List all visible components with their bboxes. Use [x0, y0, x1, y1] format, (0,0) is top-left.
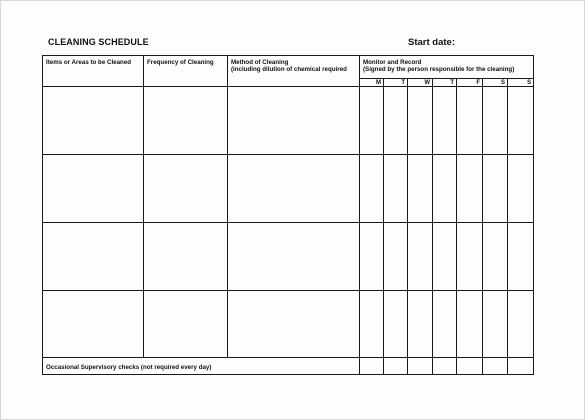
day-header-monday: M	[360, 78, 384, 86]
day-cell[interactable]	[433, 222, 457, 290]
method-cell[interactable]	[228, 86, 360, 154]
day-cell[interactable]	[360, 86, 384, 154]
day-cell[interactable]	[508, 222, 534, 290]
day-cell[interactable]	[457, 290, 483, 358]
header-row	[43, 56, 534, 79]
day-cell[interactable]	[384, 222, 408, 290]
day-cell[interactable]	[457, 358, 483, 375]
day-cell[interactable]	[408, 154, 433, 222]
day-header-sunday: S	[508, 78, 534, 86]
day-cell[interactable]	[457, 222, 483, 290]
day-cell[interactable]	[360, 154, 384, 222]
frequency-cell[interactable]	[144, 86, 228, 154]
table-row	[43, 154, 534, 222]
day-header-thursday: T	[433, 78, 457, 86]
cleaning-schedule-table	[42, 55, 534, 375]
day-cell[interactable]	[384, 358, 408, 375]
method-cell[interactable]	[228, 222, 360, 290]
item-cell[interactable]	[43, 222, 144, 290]
day-header-friday: F	[457, 78, 483, 86]
day-cell[interactable]	[433, 86, 457, 154]
day-cell[interactable]	[508, 86, 534, 154]
method-column-header: Method of Cleaning (including dilution of chemical required	[228, 56, 360, 87]
day-cell[interactable]	[408, 290, 433, 358]
supervisory-row	[43, 358, 534, 375]
day-cell[interactable]	[508, 358, 534, 375]
frequency-cell[interactable]	[144, 154, 228, 222]
day-cell[interactable]	[384, 290, 408, 358]
day-cell[interactable]	[408, 86, 433, 154]
day-cell[interactable]	[433, 154, 457, 222]
day-cell[interactable]	[483, 290, 508, 358]
method-cell[interactable]	[228, 154, 360, 222]
day-cell[interactable]	[433, 290, 457, 358]
document-title: CLEANING SCHEDULE	[48, 37, 149, 47]
day-cell[interactable]	[483, 86, 508, 154]
table-row	[43, 86, 534, 154]
frequency-column-header: Frequency of Cleaning	[144, 56, 228, 87]
day-cell[interactable]	[360, 358, 384, 375]
day-cell[interactable]	[360, 290, 384, 358]
frequency-cell[interactable]	[144, 290, 228, 358]
start-date-label: Start date:	[408, 37, 455, 48]
supervisory-checks-label: Occasional Supervisory checks (not required every day)	[43, 358, 360, 375]
day-cell[interactable]	[384, 154, 408, 222]
monitor-column-header: Monitor and Record (Signed by the person responsible for the cleaning)	[360, 56, 534, 79]
day-header-wednesday: W	[408, 78, 433, 86]
day-header-saturday: S	[483, 78, 508, 86]
day-cell[interactable]	[457, 154, 483, 222]
day-cell[interactable]	[508, 154, 534, 222]
item-cell[interactable]	[43, 86, 144, 154]
day-cell[interactable]	[483, 222, 508, 290]
day-header-tuesday: T	[384, 78, 408, 86]
day-cell[interactable]	[433, 358, 457, 375]
day-cell[interactable]	[408, 222, 433, 290]
day-cell[interactable]	[360, 222, 384, 290]
day-cell[interactable]	[508, 290, 534, 358]
method-cell[interactable]	[228, 290, 360, 358]
day-cell[interactable]	[457, 86, 483, 154]
item-cell[interactable]	[43, 290, 144, 358]
day-cell[interactable]	[483, 358, 508, 375]
frequency-cell[interactable]	[144, 222, 228, 290]
items-column-header: Items or Areas to be Cleaned	[43, 56, 144, 87]
day-cell[interactable]	[408, 358, 433, 375]
day-cell[interactable]	[483, 154, 508, 222]
item-cell[interactable]	[43, 154, 144, 222]
table-row	[43, 222, 534, 290]
table-row	[43, 290, 534, 358]
day-cell[interactable]	[384, 86, 408, 154]
